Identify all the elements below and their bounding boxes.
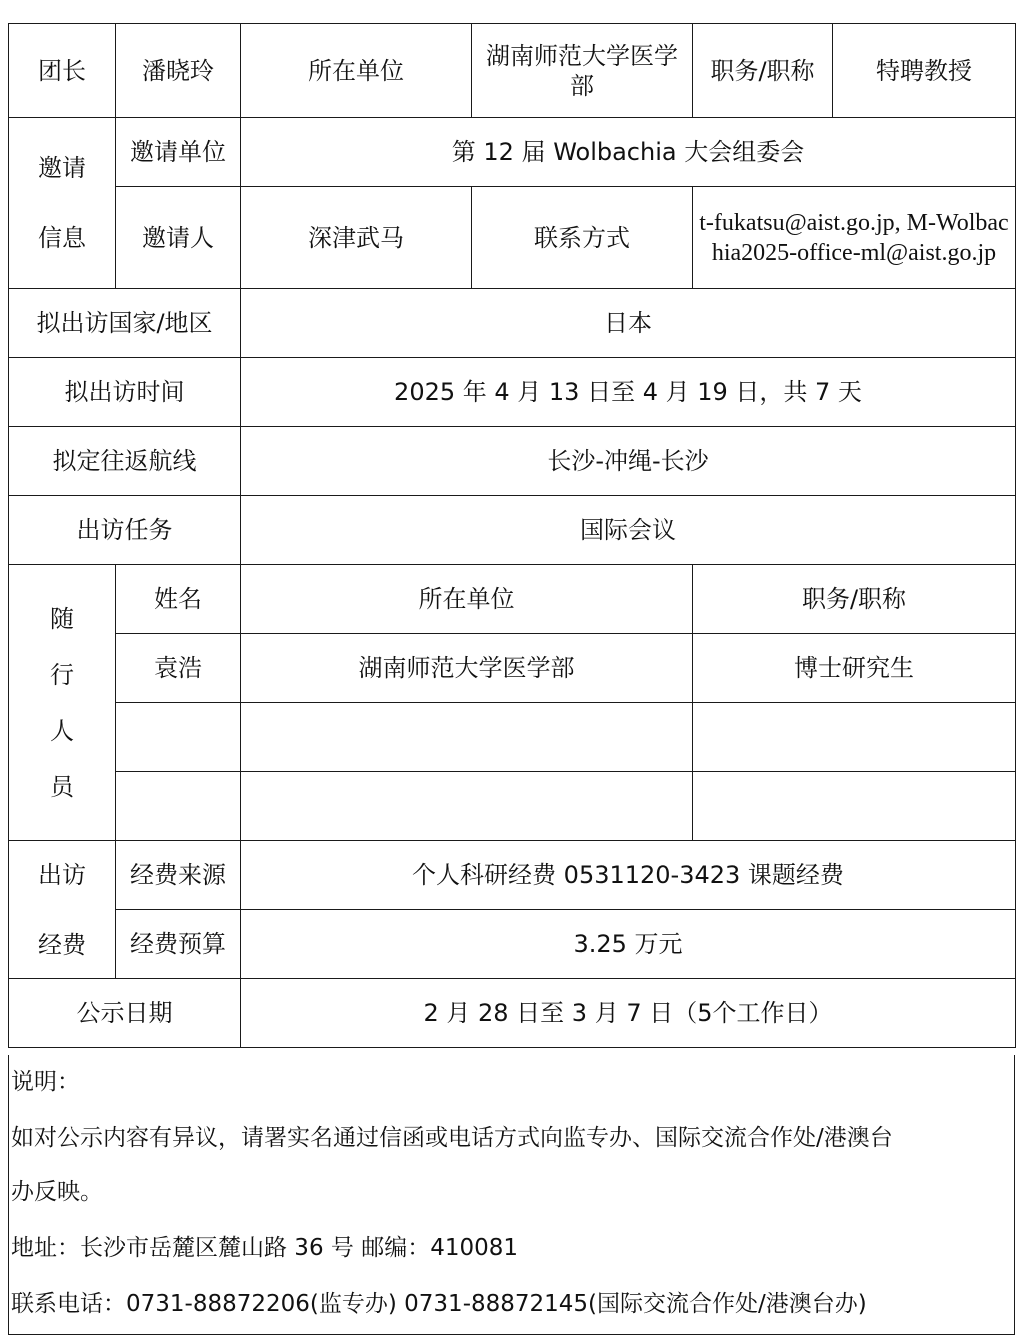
companion-title: 博士研究生	[693, 634, 1016, 703]
public-notice-sheet	[8, 23, 1015, 1335]
companion-unit	[241, 772, 693, 841]
publicity-value: 2 月 28 日至 3 月 7 日（5个工作日）	[241, 979, 1016, 1048]
companions-label-char-2: 行	[50, 660, 74, 689]
companion-name: 袁浩	[116, 634, 241, 703]
notes-address: 地址：长沙市岳麓区麓山路 36 号 邮编：410081	[11, 1235, 518, 1261]
funding-source-label: 经费来源	[116, 841, 241, 910]
invitation-org-row	[9, 118, 1016, 187]
publicity-row	[9, 979, 1016, 1048]
route-row	[9, 427, 1016, 496]
notes-phone: 联系电话：0731-88872206(监专办) 0731-88872145(国际交流合作处/港澳台办)	[11, 1291, 867, 1317]
companion-row	[9, 772, 1016, 841]
funding-budget-label: 经费预算	[116, 910, 241, 979]
contact-value: t-fukatsu@aist.go.jp, M-Wolbachia2025-office-ml@aist.go.jp	[693, 187, 1016, 289]
notes-line-1: 如对公示内容有异议，请署实名通过信函或电话方式向监专办、国际交流合作处/港澳台	[11, 1125, 893, 1151]
route-label: 拟定往返航线	[9, 427, 241, 496]
leader-unit-label: 所在单位	[241, 24, 472, 118]
funding-source-value: 个人科研经费 0531120-3423 课题经费	[241, 841, 1016, 910]
funding-label-line1: 出访	[38, 860, 86, 889]
companions-section-label	[9, 565, 116, 841]
inviting-org	[241, 118, 1016, 187]
funding-label-line2: 经费	[38, 930, 86, 959]
destination-row	[9, 289, 1016, 358]
notes-heading: 说明：	[11, 1069, 80, 1095]
destination-label: 拟出访国家/地区	[9, 289, 241, 358]
task-value: 国际会议	[241, 496, 1016, 565]
contact-label: 联系方式	[472, 187, 693, 289]
visit-info-table	[8, 23, 1016, 1048]
companion-unit-header: 所在单位	[241, 565, 693, 634]
funding-budget-value: 3.25 万元	[241, 910, 1016, 979]
route-value: 长沙-冲绳-长沙	[241, 427, 1016, 496]
leader-row	[9, 24, 1016, 118]
leader-title: 特聘教授	[833, 24, 1016, 118]
companion-title-header: 职务/职称	[693, 565, 1016, 634]
destination-value: 日本	[241, 289, 1016, 358]
publicity-label: 公示日期	[9, 979, 241, 1048]
companion-unit	[241, 703, 693, 772]
task-row	[9, 496, 1016, 565]
visit-time-row	[9, 358, 1016, 427]
leader-title-label: 职务/职称	[693, 24, 833, 118]
notes-line-2: 办反映。	[11, 1179, 103, 1205]
visit-time-value: 2025 年 4 月 13 日至 4 月 19 日，共 7 天	[241, 358, 1016, 427]
companion-row	[9, 634, 1016, 703]
inviting-org-label: 邀请单位	[116, 118, 241, 187]
invitation-label-line2: 信息	[38, 224, 86, 252]
companions-label-char-4: 员	[50, 772, 74, 801]
inviter-row	[9, 187, 1016, 289]
leader-label: 团长	[9, 24, 116, 118]
inviting-org-value: 第 12 届 Wolbachia 大会组委会	[451, 138, 805, 166]
notes-section	[8, 1055, 1015, 1335]
companions-label-char-1: 随	[50, 604, 74, 633]
companion-name	[116, 703, 241, 772]
visit-time-label: 拟出访时间	[9, 358, 241, 427]
companions-label-char-3: 人	[50, 716, 74, 745]
invitation-section-label	[9, 118, 116, 289]
companion-name-header: 姓名	[116, 565, 241, 634]
inviter-name: 深津武马	[241, 187, 472, 289]
leader-unit: 湖南师范大学医学部	[472, 24, 693, 118]
funding-budget-row	[9, 910, 1016, 979]
companion-unit: 湖南师范大学医学部	[241, 634, 693, 703]
companions-header-row	[9, 565, 1016, 634]
task-label: 出访任务	[9, 496, 241, 565]
funding-source-row	[9, 841, 1016, 910]
invitation-label-line1: 邀请	[38, 154, 86, 182]
inviter-label: 邀请人	[116, 187, 241, 289]
companion-title	[693, 772, 1016, 841]
companion-title	[693, 703, 1016, 772]
companion-row	[9, 703, 1016, 772]
funding-section-label	[9, 841, 116, 979]
leader-name: 潘晓玲	[116, 24, 241, 118]
companion-name	[116, 772, 241, 841]
